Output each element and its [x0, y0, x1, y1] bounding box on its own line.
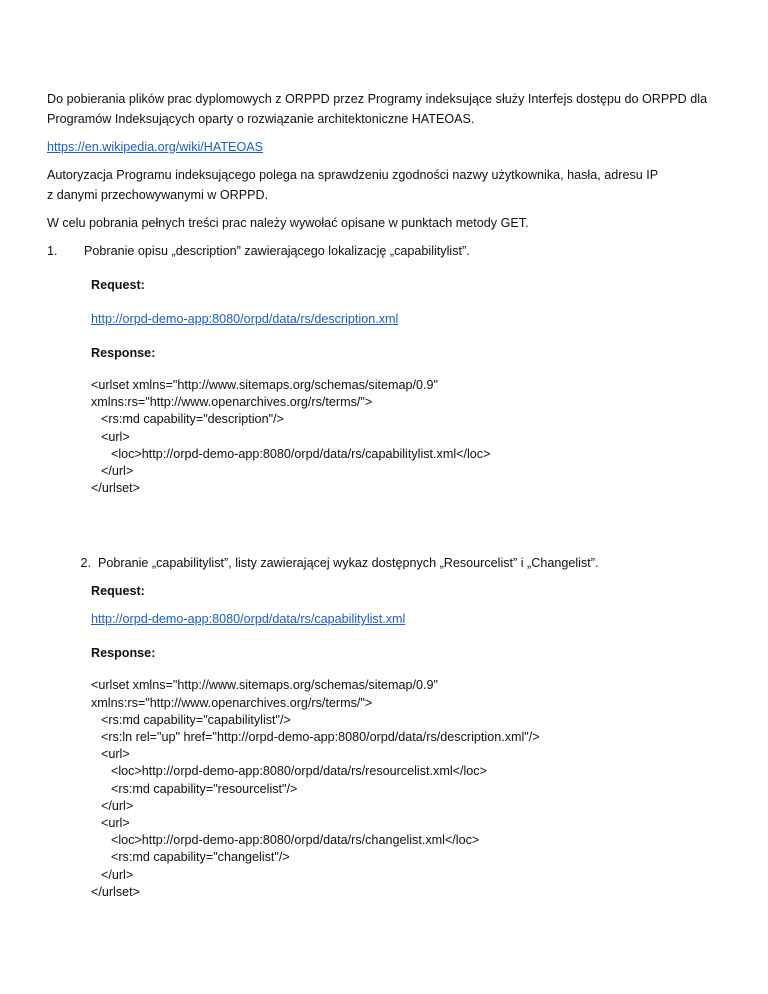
- step-1-response-label: Response:: [91, 346, 156, 360]
- step-1-request-url[interactable]: http://orpd-demo-app:8080/orpd/data/rs/description.xml: [91, 312, 399, 326]
- code-line: <rs:md capability="changelist"/>: [111, 850, 290, 865]
- step-2-request-label: Request:: [91, 584, 145, 599]
- code-line: <rs:ln rel="up" href="http://orpd-demo-app:8080/orpd/data/rs/description.xml"/>: [101, 730, 540, 745]
- code-line: </url>: [101, 867, 134, 882]
- step-1-number: 1.: [47, 244, 58, 258]
- code-line: </urlset>: [91, 481, 141, 496]
- step-2-request-url-line: [91, 609, 737, 629]
- get-methods-paragraph: W celu pobrania pełnych treści prac należy wywołać opisane w punktach metody GET.: [47, 216, 529, 230]
- step-2-response-label: Response:: [91, 646, 156, 661]
- step-2-body: [91, 581, 737, 901]
- step-2-heading: [47, 553, 737, 573]
- code-line: <loc>http://orpd-demo-app:8080/orpd/data/rs/resourcelist.xml</loc>: [111, 764, 487, 779]
- step-2-response-code: [91, 677, 737, 901]
- code-line: <rs:md capability="capabilitylist"/>: [101, 712, 291, 727]
- step-1-heading: [47, 241, 737, 261]
- code-line: <urlset xmlns="http://www.sitemaps.org/schemas/sitemap/0.9": [91, 678, 439, 693]
- step-1-request-label: Request:: [91, 278, 145, 292]
- step-1-request-url-line: [91, 309, 737, 329]
- code-line: <loc>http://orpd-demo-app:8080/orpd/data/rs/changelist.xml</loc>: [111, 833, 480, 848]
- step-1-title: Pobranie opisu „description” zawierającego lokalizację „capabilitylist”.: [84, 244, 470, 258]
- code-line: xmlns:rs="http://www.openarchives.org/rs/terms/">: [91, 695, 373, 710]
- code-line: <url>: [101, 429, 130, 444]
- document-page: [47, 89, 737, 901]
- code-line: <url>: [101, 747, 130, 762]
- step-2-title: Pobranie „capabilitylist”, listy zawierającej wykaz dostępnych „Resourcelist” i „Changelist”.: [98, 556, 599, 571]
- code-line: <rs:md capability="description"/>: [101, 412, 284, 427]
- intro-paragraph: Do pobierania plików prac dyplomowych z ORPPD przez Programy indeksujące służy Interfejs dostępu do ORPPD dla Programów Indeksujących oparty o rozwiązanie architektoniczne HATEOAS.: [47, 92, 708, 126]
- authorization-line-2: z danymi przechowywanymi w ORPPD.: [47, 188, 269, 202]
- code-line: <loc>http://orpd-demo-app:8080/orpd/data/rs/capabilitylist.xml</loc>: [111, 446, 491, 461]
- step-1-body: [91, 275, 737, 497]
- code-line: </url>: [101, 798, 134, 813]
- authorization-paragraph: [47, 165, 737, 205]
- hateoas-link[interactable]: https://en.wikipedia.org/wiki/HATEOAS: [47, 140, 264, 154]
- code-line: xmlns:rs="http://www.openarchives.org/rs/terms/">: [91, 395, 373, 410]
- code-line: <url>: [101, 816, 130, 831]
- step-1-response-code: [91, 377, 737, 497]
- hateoas-link-line: [47, 137, 737, 157]
- step-2-request-url[interactable]: http://orpd-demo-app:8080/orpd/data/rs/capabilitylist.xml: [91, 612, 406, 627]
- code-line: </url>: [101, 464, 134, 479]
- step-2-number: 2.: [80, 556, 91, 571]
- code-line: </urlset>: [91, 884, 141, 899]
- authorization-line-1: Autoryzacja Programu indeksującego polega na sprawdzeniu zgodności nazwy użytkownika, hasła, adresu IP: [47, 168, 659, 182]
- code-line: <rs:md capability="resourcelist"/>: [111, 781, 298, 796]
- code-line: <urlset xmlns="http://www.sitemaps.org/schemas/sitemap/0.9": [91, 378, 439, 392]
